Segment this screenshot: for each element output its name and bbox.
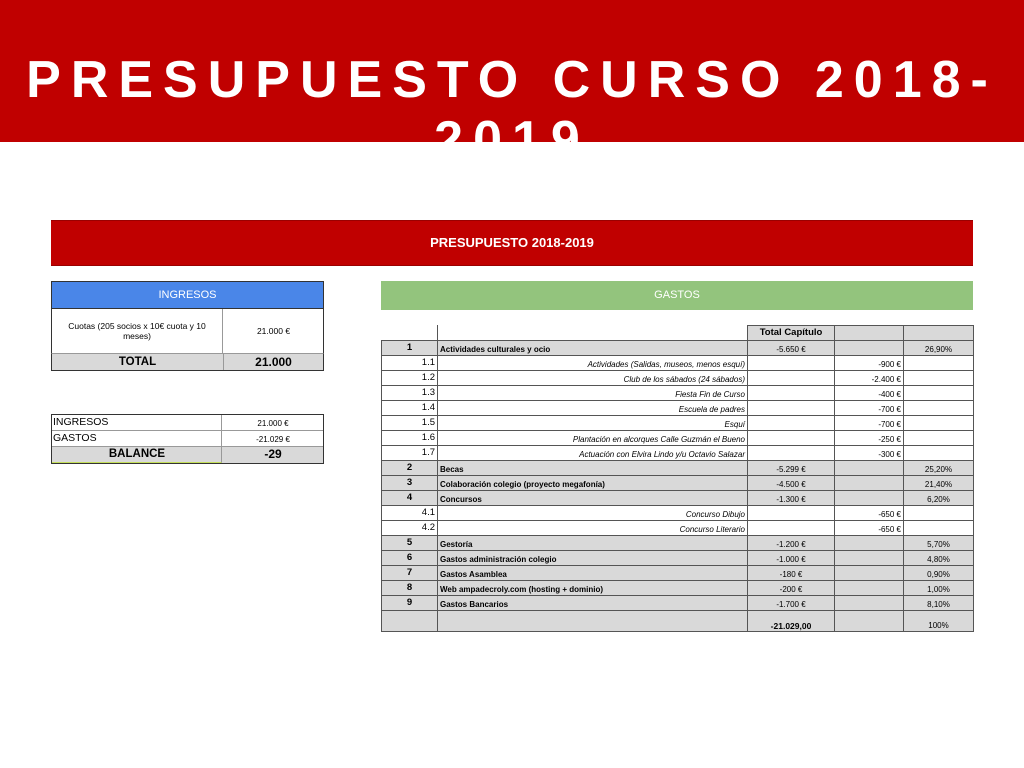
row-chapter-total [748,446,835,461]
row-number: 1.2 [382,371,438,386]
ingresos-heading: INGRESOS [51,281,324,309]
row-concept: Escuela de padres [438,401,748,416]
grand-total-value: -21.029,00 [748,611,835,632]
row-percentage: 5,70% [904,536,974,551]
row-number: 2 [382,461,438,476]
row-number: 1.3 [382,386,438,401]
balance-ingresos-row [52,415,323,431]
chapter-row [382,581,974,596]
row-percentage: 1,00% [904,581,974,596]
row-number: 4.2 [382,521,438,536]
subitem-row [382,356,974,371]
row-concept: Actividades (Salidas, museos, menos esquí) [438,356,748,371]
row-chapter-total: -5.299 € [748,461,835,476]
balance-ingresos-value: 21.000 € [257,419,289,428]
row-percentage [904,446,974,461]
row-number: 9 [382,596,438,611]
row-chapter-total [748,431,835,446]
row-chapter-total [748,506,835,521]
row-percentage: 4,80% [904,551,974,566]
row-percentage: 0,90% [904,566,974,581]
row-concept: Colaboración colegio (proyecto megafonía) [438,476,748,491]
row-item-value [835,551,904,566]
row-concept: Web ampadecroly.com (hosting + dominio) [438,581,748,596]
row-item-value [835,476,904,491]
row-item-value: -400 € [835,386,904,401]
row-concept: Concurso Dibujo [438,506,748,521]
row-concept: Gastos administración colegio [438,551,748,566]
row-item-value [835,581,904,596]
row-percentage: 25,20% [904,461,974,476]
subitem-row [382,446,974,461]
header-bar [0,0,1024,169]
balance-table [51,414,324,464]
row-number: 8 [382,581,438,596]
chapter-row [382,551,974,566]
balance-ingresos-label: INGRESOS [52,415,222,430]
row-item-value: -650 € [835,506,904,521]
row-percentage [904,356,974,371]
balance-gastos-label: GASTOS [52,431,222,446]
row-concept: Actividades culturales y ocio [438,341,748,356]
balance-total-row [52,447,323,463]
gastos-heading: GASTOS [381,281,973,310]
row-chapter-total: -1.200 € [748,536,835,551]
row-item-value [835,341,904,356]
row-number: 4.1 [382,506,438,521]
ingresos-row-amount: 21.000 € [256,326,291,336]
row-number: 1.5 [382,416,438,431]
row-chapter-total [748,356,835,371]
row-item-value [835,536,904,551]
row-item-value: -650 € [835,521,904,536]
row-concept: Gastos Asamblea [438,566,748,581]
row-number: 1.4 [382,401,438,416]
row-concept: Concurso Literario [438,521,748,536]
row-item-value: -300 € [835,446,904,461]
gastos-header-row [382,326,974,341]
row-number: 1 [382,341,438,356]
row-concept: Club de los sábados (24 sábados) [438,371,748,386]
row-item-value [835,461,904,476]
row-chapter-total [748,371,835,386]
subitem-row [382,416,974,431]
balance-label: BALANCE [52,447,222,463]
row-chapter-total: -1.700 € [748,596,835,611]
row-percentage: 8,10% [904,596,974,611]
row-item-value: -250 € [835,431,904,446]
row-number: 3 [382,476,438,491]
row-concept: Actuación con Elvira Lindo y/u Octavio Salazar [438,446,748,461]
row-chapter-total [748,521,835,536]
row-percentage: 26,90% [904,341,974,356]
row-percentage [904,386,974,401]
chapter-row [382,461,974,476]
row-concept: Gastos Bancarios [438,596,748,611]
row-number: 7 [382,566,438,581]
grand-total-blank-2 [835,611,904,632]
balance-gastos-value: -21.029 € [256,435,290,444]
row-item-value: -2.400 € [835,371,904,386]
subitem-row [382,371,974,386]
row-item-value: -700 € [835,416,904,431]
row-chapter-total: -1.300 € [748,491,835,506]
row-chapter-total: -4.500 € [748,476,835,491]
grand-total-concept [438,611,748,632]
row-number: 1.7 [382,446,438,461]
row-item-value: -700 € [835,401,904,416]
ingresos-row [51,309,324,354]
row-number: 1.6 [382,431,438,446]
balance-value: -29 [264,447,282,461]
chapter-row [382,566,974,581]
ingresos-total-label: TOTAL [52,354,224,370]
banner-title: PRESUPUESTO 2018-2019 [430,235,594,250]
ingresos-total-row [51,354,324,371]
subitem-row [382,386,974,401]
row-item-value [835,566,904,581]
ingresos-total-value: 21.000 [255,355,292,369]
balance-gastos-row [52,431,323,447]
row-concept: Concursos [438,491,748,506]
subitem-row [382,521,974,536]
gastos-table [381,325,974,632]
row-number: 5 [382,536,438,551]
chapter-row [382,596,974,611]
row-item-value [835,596,904,611]
chapter-row [382,341,974,356]
row-number: 4 [382,491,438,506]
row-percentage [904,416,974,431]
chapter-row [382,536,974,551]
row-chapter-total: -1.000 € [748,551,835,566]
row-chapter-total: -180 € [748,566,835,581]
subitem-row [382,431,974,446]
chapter-row [382,476,974,491]
subitem-row [382,401,974,416]
total-capitulo-header: Total Capítulo [748,326,835,341]
page-title: PRESUPUESTO CURSO 2018-2019 [26,51,998,169]
row-concept: Plantación en alcorques Calle Guzmán el Bueno [438,431,748,446]
ingresos-row-description: Cuotas (205 socios x 10€ cuota y 10 meses) [52,309,223,353]
row-item-value [835,491,904,506]
row-chapter-total [748,386,835,401]
subitem-row [382,506,974,521]
row-chapter-total: -5.650 € [748,341,835,356]
row-percentage [904,371,974,386]
grand-total-percentage: 100% [904,611,974,632]
row-concept: Gestoría [438,536,748,551]
grand-total-row [382,611,974,632]
row-number: 6 [382,551,438,566]
row-percentage: 6,20% [904,491,974,506]
row-chapter-total: -200 € [748,581,835,596]
row-percentage: 21,40% [904,476,974,491]
row-number: 1.1 [382,356,438,371]
budget-banner [51,220,973,266]
chapter-row [382,491,974,506]
row-concept: Esquí [438,416,748,431]
grand-total-blank [382,611,438,632]
row-item-value: -900 € [835,356,904,371]
row-percentage [904,521,974,536]
row-chapter-total [748,416,835,431]
row-chapter-total [748,401,835,416]
row-percentage [904,401,974,416]
row-concept: Fiesta Fin de Curso [438,386,748,401]
row-concept: Becas [438,461,748,476]
row-percentage [904,506,974,521]
row-percentage [904,431,974,446]
